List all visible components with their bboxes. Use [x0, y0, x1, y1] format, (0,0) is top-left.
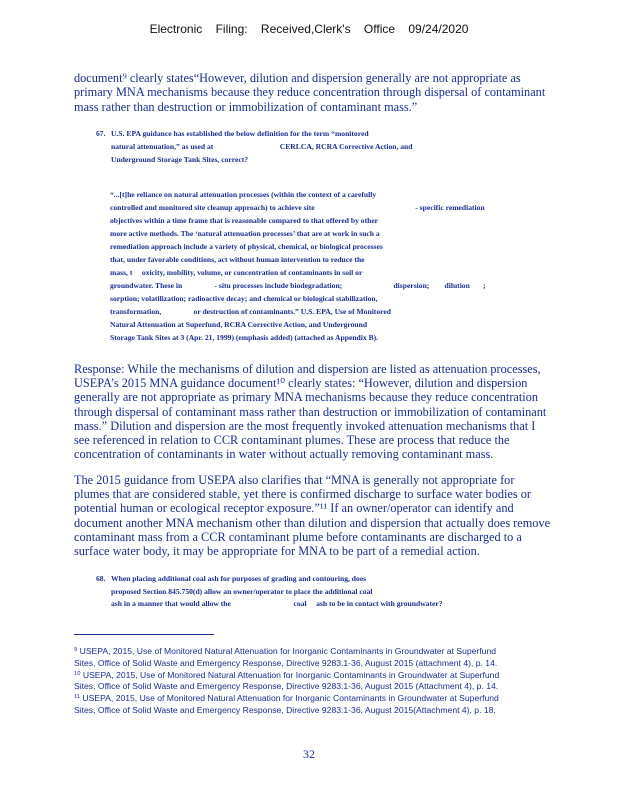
question-number: 67. — [96, 129, 106, 138]
footnote-mark: 10 — [74, 670, 81, 677]
epa-quote-block — [110, 188, 530, 344]
question-line: ash in a manner that would allow the coal ash to be in contact with groundwater? — [111, 599, 443, 609]
paragraph-line: contaminant mass from a CCR contaminant plume before contaminants are discharged to a — [74, 529, 522, 544]
response-paragraph — [74, 362, 564, 461]
response-line: USEPA’s 2015 MNA guidance document¹⁰ clearly states: “However, dilution and dispersion — [74, 376, 528, 391]
footnote-line: USEPA, 2015, Use of Monitored Natural Attenuation for Inorganic Contaminants in Groundwater at Superfund — [80, 693, 499, 704]
paragraph-line: document another MNA mechanism other than dilution and dispersion that actually does remove — [74, 515, 551, 530]
page-number: 32 — [303, 747, 315, 761]
quote-line: “...[t]he reliance on natural attenuation processes (within the context of a carefully — [110, 190, 377, 199]
quote-line: mass, t oxicity, mobility, volume, or concentration of contaminants in soil or — [110, 268, 363, 277]
quote-line: groundwater. These in - situ processes include biodegradation; dispersion; dilution ; — [110, 281, 486, 290]
guidance-paragraph — [74, 473, 564, 558]
question-number: 68. — [96, 574, 106, 583]
response-line: Response: While the mechanisms of dilution and dispersion are listed as attenuation processes, — [74, 362, 541, 376]
response-line: concentration of contaminants in water without actually removing contaminant mass. — [74, 447, 494, 462]
response-line: through dispersal of contaminant mass rather than destruction or immobilization of contaminant — [74, 404, 547, 419]
footnote-line: USEPA, 2015, Use of Monitored Natural Attenuation for Inorganic Contaminants in Groundwater at Superfund — [80, 669, 500, 680]
question-line: proposed Section 845.750(d) allow an owner/operator to place the additional coal — [111, 586, 373, 596]
footnote-line: USEPA, 2015, Use of Monitored Natural Attenuation for Inorganic Contaminants in Groundwater at Superfund — [77, 646, 497, 656]
response-line: see referenced in relation to CCR contaminant plumes. These are process that reduce the — [74, 433, 510, 448]
footnote-9 — [74, 646, 544, 670]
footnote-mark: 11 — [74, 694, 81, 701]
paragraph-line: primary MNA mechanisms because they reduce concentration through dispersal of contaminant — [74, 85, 546, 100]
response-line: generally are not appropriate as primary MNA mechanisms because they reduce concentration — [74, 390, 539, 405]
footnotes — [74, 646, 544, 717]
footnote-mark: 9 — [74, 647, 78, 653]
quote-line: remediation approach include a variety of physical, chemical, or biological processes — [110, 242, 383, 251]
footnote-11 — [74, 693, 544, 717]
question-line: When placing additional coal ash for purposes of grading and contouring, does — [111, 574, 367, 583]
paragraph-line: plumes that are considered stable, yet there is confirmed discharge to surface water bodies or — [74, 487, 531, 502]
response-line: mass.” Dilution and dispersion are the most frequently invoked attenuation mechanisms that I — [74, 418, 536, 433]
quote-line: transformation, or destruction of contaminants.” U.S. EPA, Use of Monitored — [110, 307, 391, 316]
footnote-line: Sites, Office of Solid Waste and Emergency Response, Directive 9283.1-36, August 2015 (attachment 4), p. 14. — [74, 657, 498, 668]
footnote-line: Sites, Office of Solid Waste and Emergency Response, Directive 9283.1-36, August 2015 (Attachment 4), p. 14. — [74, 681, 499, 692]
question-line: Underground Storage Tank Sites, correct? — [111, 155, 249, 165]
quote-line: controlled and monitored site cleanup approach) to achieve site - specific remediation — [110, 203, 485, 212]
paragraph-line: surface water body, it may be appropriate for MNA to be part of a remedial action. — [74, 544, 480, 559]
quote-line: sorption; volatilization; radioactive decay; and chemical or biological stabilization, — [110, 294, 378, 303]
question-68 — [96, 573, 516, 611]
quote-line: Storage Tank Sites at 3 (Apr. 21, 1999) (emphasis added) (attached as Appendix B). — [110, 333, 379, 342]
footnote-10 — [74, 670, 544, 694]
paragraph-line: The 2015 guidance from USEPA also clarifies that “MNA is generally not appropriate for — [74, 473, 515, 487]
footnote-divider — [74, 634, 214, 635]
paragraph-top — [74, 71, 562, 114]
footnote-line: Sites, Office of Solid Waste and Emergency Response, Directive 9283.1-36, August 2015(Attachment 4), p. 18. — [74, 704, 496, 715]
question-line: natural attenuation,” as used at CERLCA, RCRA Corrective Action, and — [111, 142, 413, 152]
question-line: U.S. EPA guidance has established the below definition for the term “monitored — [111, 129, 369, 138]
quote-line: objectives within a time frame that is reasonable compared to that offered by other — [110, 216, 379, 225]
paragraph-line: document⁹ clearly states“However, dilution and dispersion generally are not appropriate as — [74, 71, 521, 85]
quote-line: more active methods. The ‘natural attenuation processes’ that are at work in such a — [110, 229, 380, 238]
paragraph-line: mass rather than destruction or immobilization of contaminant mass.” — [74, 99, 418, 114]
quote-line: that, under favorable conditions, act without human intervention to reduce the — [110, 255, 365, 264]
quote-line: Natural Attenuation at Superfund, RCRA Corrective Action, and Underground — [110, 320, 368, 329]
question-67 — [96, 127, 516, 166]
paragraph-line: potential human or ecological receptor exposure.”¹¹ If an owner/operator can identify and — [74, 501, 514, 516]
filing-header: Electronic Filing: Received,Clerk's Office 09/24/2020 — [149, 22, 469, 36]
